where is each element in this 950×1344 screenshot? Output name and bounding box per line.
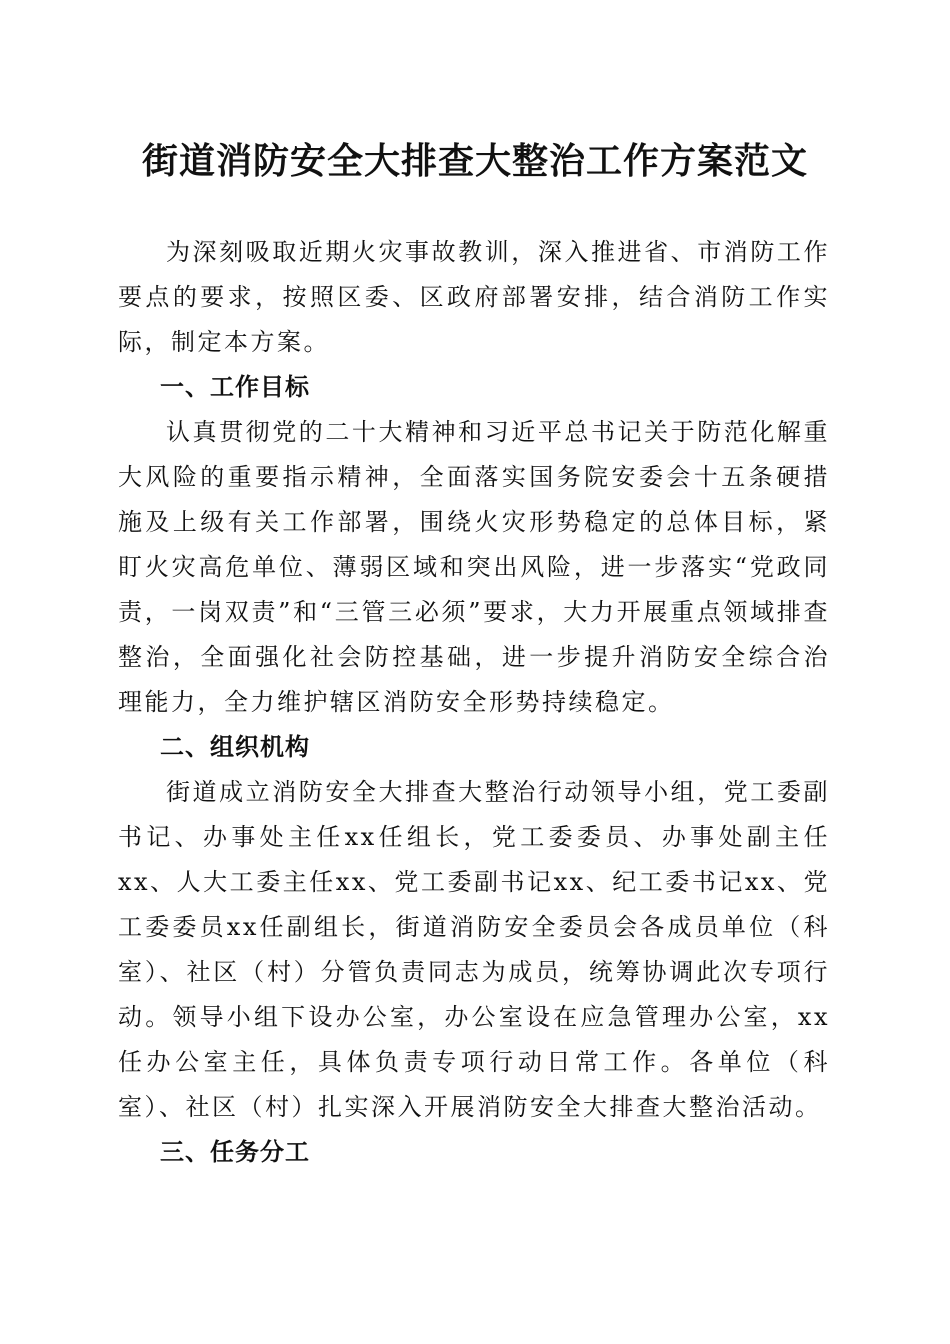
section-paragraph-organization: 街道成立消防安全大排查大整治行动领导小组，党工委副书记、办事处主任xx任组长，党工委委员、办事处副主任xx、人大工委主任xx、党工委副书记xx、纪工委书记xx、党工委委员xx任副组长，街道消防安全委员会各成员单位（科室）、社区（村）分管负责同志为成员，统筹协调此次专项行动。领导小组下设办公室，办公室设在应急管理办公室，xx任办公室主任，具体负责专项行动日常工作。各单位（科室）、社区（村）扎实深入开展消防安全大排查大整治活动。 bbox=[118, 778, 830, 1121]
intro-paragraph: 为深刻吸取近期火灾事故教训，深入推进省、市消防工作要点的要求，按照区委、区政府部署安排，结合消防工作实际，制定本方案。 bbox=[118, 238, 830, 356]
document-body bbox=[118, 230, 830, 1175]
section-heading-organization: 二、组织机构 bbox=[160, 733, 310, 761]
section-paragraph-goals: 认真贯彻党的二十大精神和习近平总书记关于防范化解重大风险的重要指示精神，全面落实国务院安委会十五条硬措施及上级有关工作部署，围绕火灾形势稳定的总体目标，紧盯火灾高危单位、薄弱区域和突出风险，进一步落实“党政同责，一岗双责”和“三管三必须”要求，大力开展重点领域排查整治，全面强化社会防控基础，进一步提升消防安全综合治理能力，全力维护辖区消防安全形势持续稳定。 bbox=[118, 418, 830, 716]
section-heading-tasks: 三、任务分工 bbox=[160, 1138, 310, 1166]
document-title: 街道消防安全大排查大整治工作方案范文 bbox=[141, 140, 808, 182]
section-heading-goals: 一、工作目标 bbox=[160, 373, 310, 401]
